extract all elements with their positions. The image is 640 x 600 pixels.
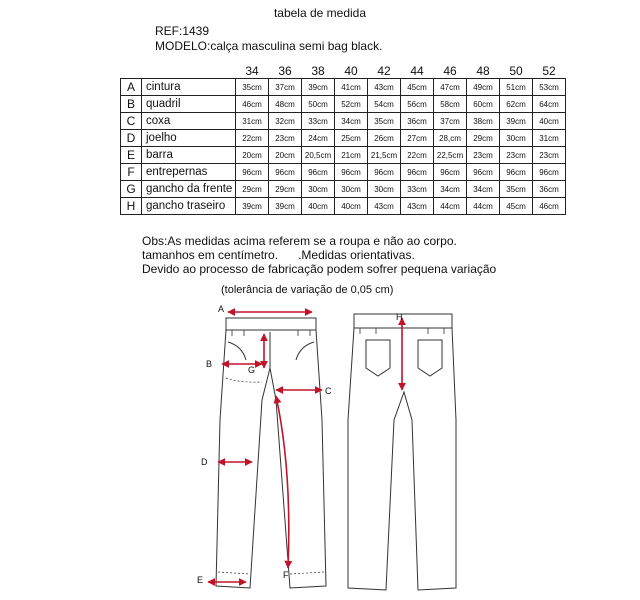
table-cell: 47cm [434, 79, 467, 96]
table-cell: 39cm [302, 79, 335, 96]
table-cell: 96cm [500, 164, 533, 181]
size-header: 44 [410, 63, 424, 78]
table-cell: 24cm [302, 130, 335, 147]
size-header: 48 [476, 63, 490, 78]
table-cell: 20cm [269, 147, 302, 164]
table-cell: 30cm [302, 181, 335, 198]
measurement-arrows [208, 312, 402, 582]
label-g: G [248, 365, 256, 375]
row-measure-name: quadril [142, 96, 236, 113]
row-letter: B [121, 96, 142, 113]
row-measure-name: joelho [142, 130, 236, 147]
table-cell: 31cm [236, 113, 269, 130]
table-cell: 39cm [236, 198, 269, 215]
size-header: 34 [245, 63, 259, 78]
table-cell: 29cm [269, 181, 302, 198]
row-letter: G [121, 181, 142, 198]
table-cell: 62cm [500, 96, 533, 113]
table-cell: 39cm [500, 113, 533, 130]
table-cell: 54cm [368, 96, 401, 113]
row-measure-name: cintura [142, 79, 236, 96]
table-cell: 35cm [236, 79, 269, 96]
table-cell: 43cm [368, 198, 401, 215]
row-measure-name: gancho da frente [142, 181, 236, 198]
table-cell: 50cm [302, 96, 335, 113]
table-cell: 29cm [467, 130, 500, 147]
table-cell: 36cm [401, 113, 434, 130]
table-cell: 33cm [401, 181, 434, 198]
table-cell: 23cm [500, 147, 533, 164]
row-measure-name: barra [142, 147, 236, 164]
table-cell: 96cm [368, 164, 401, 181]
size-header: 38 [311, 63, 325, 78]
table-cell: 44cm [467, 198, 500, 215]
note-line: Obs:As medidas acima referem se a roupa e não ao corpo. [142, 234, 457, 248]
table-cell: 34cm [434, 181, 467, 198]
table-cell: 28,cm [434, 130, 467, 147]
row-measure-name: gancho traseiro [142, 198, 236, 215]
table-cell: 40cm [302, 198, 335, 215]
table-cell: 37cm [269, 79, 302, 96]
table-cell: 36cm [533, 181, 566, 198]
table-cell: 56cm [401, 96, 434, 113]
table-cell: 46cm [533, 198, 566, 215]
table-cell: 41cm [335, 79, 368, 96]
row-letter: E [121, 147, 142, 164]
label-h: H [396, 312, 403, 322]
table-cell: 45cm [500, 198, 533, 215]
table-cell: 22cm [401, 147, 434, 164]
table-cell: 31cm [533, 130, 566, 147]
table-cell: 96cm [533, 164, 566, 181]
model-name: MODELO:calça masculina semi bag black. [155, 39, 383, 53]
row-letter: A [121, 79, 142, 96]
table-cell: 96cm [302, 164, 335, 181]
row-letter: F [121, 164, 142, 181]
table-cell: 96cm [434, 164, 467, 181]
table-cell: 58cm [434, 96, 467, 113]
table-cell: 34cm [335, 113, 368, 130]
table-cell: 49cm [467, 79, 500, 96]
note-line: tamanhos em centímetro. .Medidas orientativas. [142, 248, 415, 262]
table-cell: 23cm [467, 147, 500, 164]
row-letter: H [121, 198, 142, 215]
size-header: 42 [377, 63, 391, 78]
table-cell: 22,5cm [434, 147, 467, 164]
table-cell: 26cm [368, 130, 401, 147]
table-cell: 21cm [335, 147, 368, 164]
table-cell: 52cm [335, 96, 368, 113]
row-letter: C [121, 113, 142, 130]
table-cell: 20cm [236, 147, 269, 164]
table-cell: 34cm [467, 181, 500, 198]
table-cell: 35cm [368, 113, 401, 130]
label-a: A [218, 304, 225, 314]
table-cell: 51cm [500, 79, 533, 96]
table-cell: 53cm [533, 79, 566, 96]
table-cell: 23cm [533, 147, 566, 164]
table-cell: 40cm [533, 113, 566, 130]
label-d: D [201, 457, 208, 467]
table-cell: 32cm [269, 113, 302, 130]
table-cell: 96cm [269, 164, 302, 181]
table-cell: 96cm [236, 164, 269, 181]
table-cell: 20,5cm [302, 147, 335, 164]
table-cell: 21,5cm [368, 147, 401, 164]
note-line: Devido ao processo de fabricação podem sofrer pequena variação [142, 262, 497, 276]
table-cell: 23cm [269, 130, 302, 147]
table-cell: 96cm [467, 164, 500, 181]
table-cell: 48cm [269, 96, 302, 113]
label-e: E [197, 575, 204, 585]
table-cell: 37cm [434, 113, 467, 130]
table-cell: 39cm [269, 198, 302, 215]
table-cell: 45cm [401, 79, 434, 96]
label-c: C [325, 386, 332, 396]
size-header: 50 [509, 63, 523, 78]
table-cell: 35cm [500, 181, 533, 198]
page-title: tabela de medida [273, 6, 367, 20]
label-f: F [283, 570, 289, 580]
table-cell: 30cm [500, 130, 533, 147]
table-cell: 25cm [335, 130, 368, 147]
table-cell: 96cm [335, 164, 368, 181]
tolerance-note: (tolerância de variação de 0,05 cm) [221, 284, 394, 296]
row-measure-name: entrepernas [142, 164, 236, 181]
table-cell: 60cm [467, 96, 500, 113]
size-header: 46 [443, 63, 457, 78]
ref-code: REF:1439 [155, 24, 210, 38]
pants-front-illustration [216, 318, 326, 588]
table-cell: 46cm [236, 96, 269, 113]
table-cell: 96cm [401, 164, 434, 181]
label-b: B [206, 359, 213, 369]
table-cell: 64cm [533, 96, 566, 113]
table-cell: 43cm [368, 79, 401, 96]
table-cell: 38cm [467, 113, 500, 130]
table-cell: 43cm [401, 198, 434, 215]
size-header: 36 [278, 63, 292, 78]
table-cell: 40cm [335, 198, 368, 215]
size-header: 52 [542, 63, 556, 78]
table-cell: 44cm [434, 198, 467, 215]
table-cell: 33cm [302, 113, 335, 130]
table-cell: 29cm [236, 181, 269, 198]
row-letter: D [121, 130, 142, 147]
size-header: 40 [344, 63, 358, 78]
table-cell: 30cm [368, 181, 401, 198]
row-measure-name: coxa [142, 113, 236, 130]
table-cell: 22cm [236, 130, 269, 147]
table-cell: 30cm [335, 181, 368, 198]
table-cell: 27cm [401, 130, 434, 147]
